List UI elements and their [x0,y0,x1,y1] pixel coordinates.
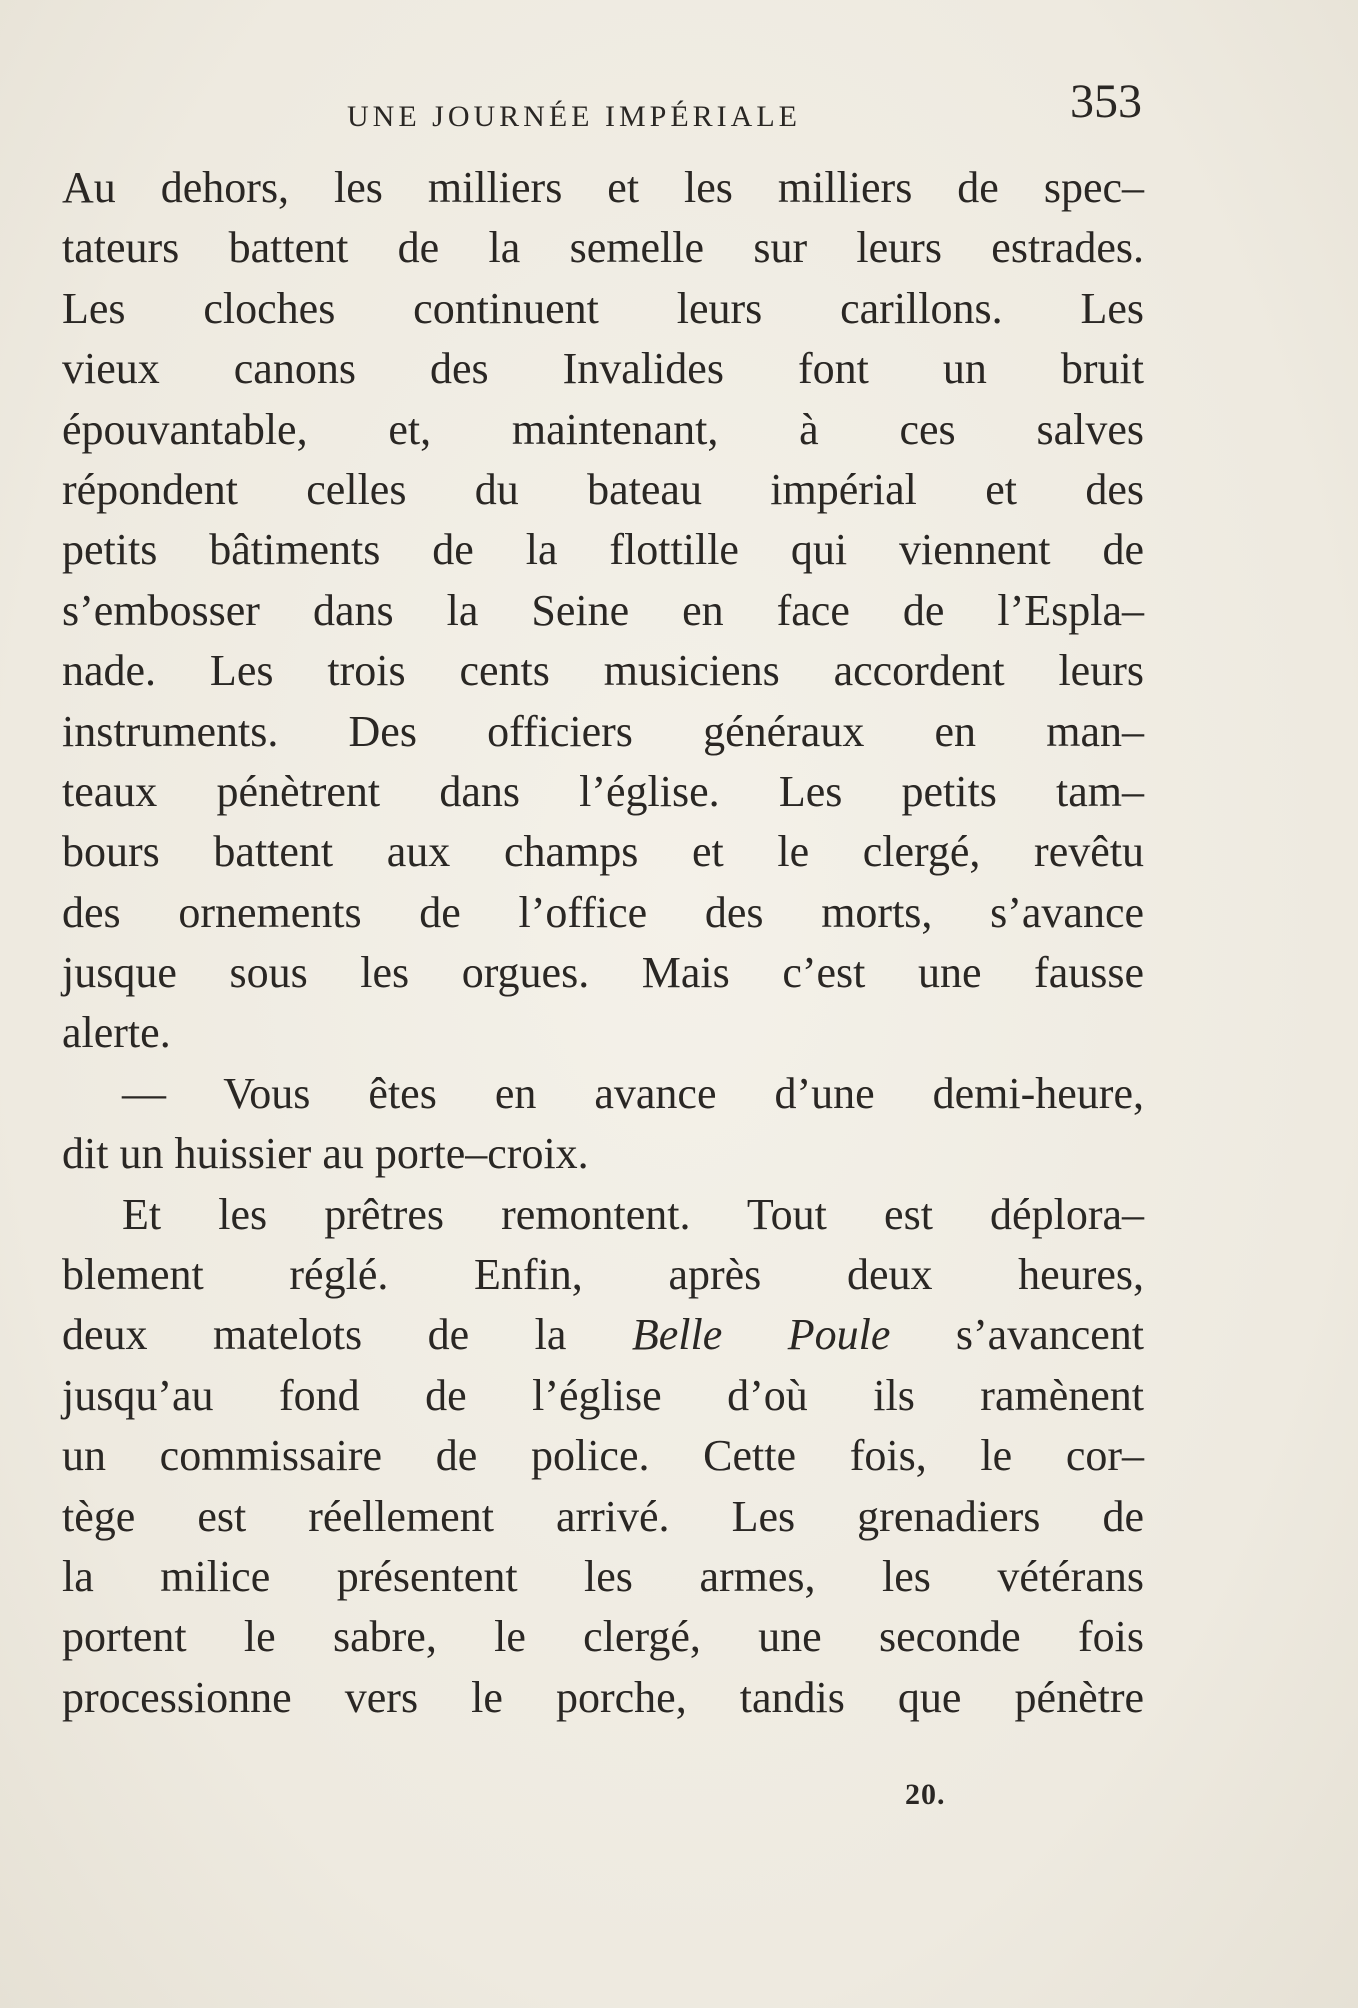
text-line: — Vous êtes en avance d’une demi-heure, [122,1068,1144,1118]
line-end: s’avancent [890,1310,1144,1360]
body-text [62,158,1144,1728]
text-line: alerte. [62,1008,171,1058]
text-line: jusqu’au fond de l’église d’où ils ramènent [62,1370,1144,1420]
text-line: blement réglé. Enfin, après deux heures, [62,1250,1144,1300]
text-line: processionne vers le porche, tandis que pénètre [62,1672,1144,1722]
text-line: s’embosser dans la Seine en face de l’Espla– [62,585,1144,635]
page-number: 353 [1070,75,1142,128]
text-line: répondent celles du bateau impérial et des [62,464,1144,514]
text-line: Au dehors, les milliers et les milliers de spec– [62,163,1144,212]
text-line [62,1305,1144,1365]
text-line: épouvantable, et, maintenant, à ces salves [62,404,1144,454]
text-line: teaux pénètrent dans l’église. Les petits tam– [62,766,1144,816]
text-line: instruments. Des officiers généraux en man– [62,706,1144,756]
text-line: tateurs battent de la semelle sur leurs estrades. [62,223,1144,273]
text-line: Et les prêtres remontent. Tout est déplora– [122,1189,1144,1239]
text-line: tège est réellement arrivé. Les grenadiers de [62,1491,1144,1541]
text-line: petits bâtiments de la flottille qui viennent de [62,525,1144,575]
text-line: Les cloches continuent leurs carillons. Les [62,283,1144,333]
running-head [62,70,1162,140]
text-line: jusque sous les orgues. Mais c’est une fausse [62,948,1144,998]
text-line: la milice présentent les armes, les vétérans [62,1551,1144,1601]
text-line: bours battent aux champs et le clergé, revêtu [62,827,1144,877]
text-line: dit un huissier au porte–croix. [62,1129,589,1179]
text-line: portent le sabre, le clergé, une seconde fois [62,1612,1144,1662]
signature-mark: 20. [905,1778,946,1811]
text-line: vieux canons des Invalides font un bruit [62,344,1144,394]
text-line: un commissaire de police. Cette fois, le cor– [62,1431,1144,1481]
text-line: des ornements de l’office des morts, s’avance [62,887,1144,937]
running-title: UNE JOURNÉE IMPÉRIALE [347,100,801,133]
text-line: nade. Les trois cents musiciens accordent leurs [62,646,1144,696]
ship-name: Belle Poule [631,1310,891,1360]
line-start: deux matelots de la [62,1310,632,1360]
